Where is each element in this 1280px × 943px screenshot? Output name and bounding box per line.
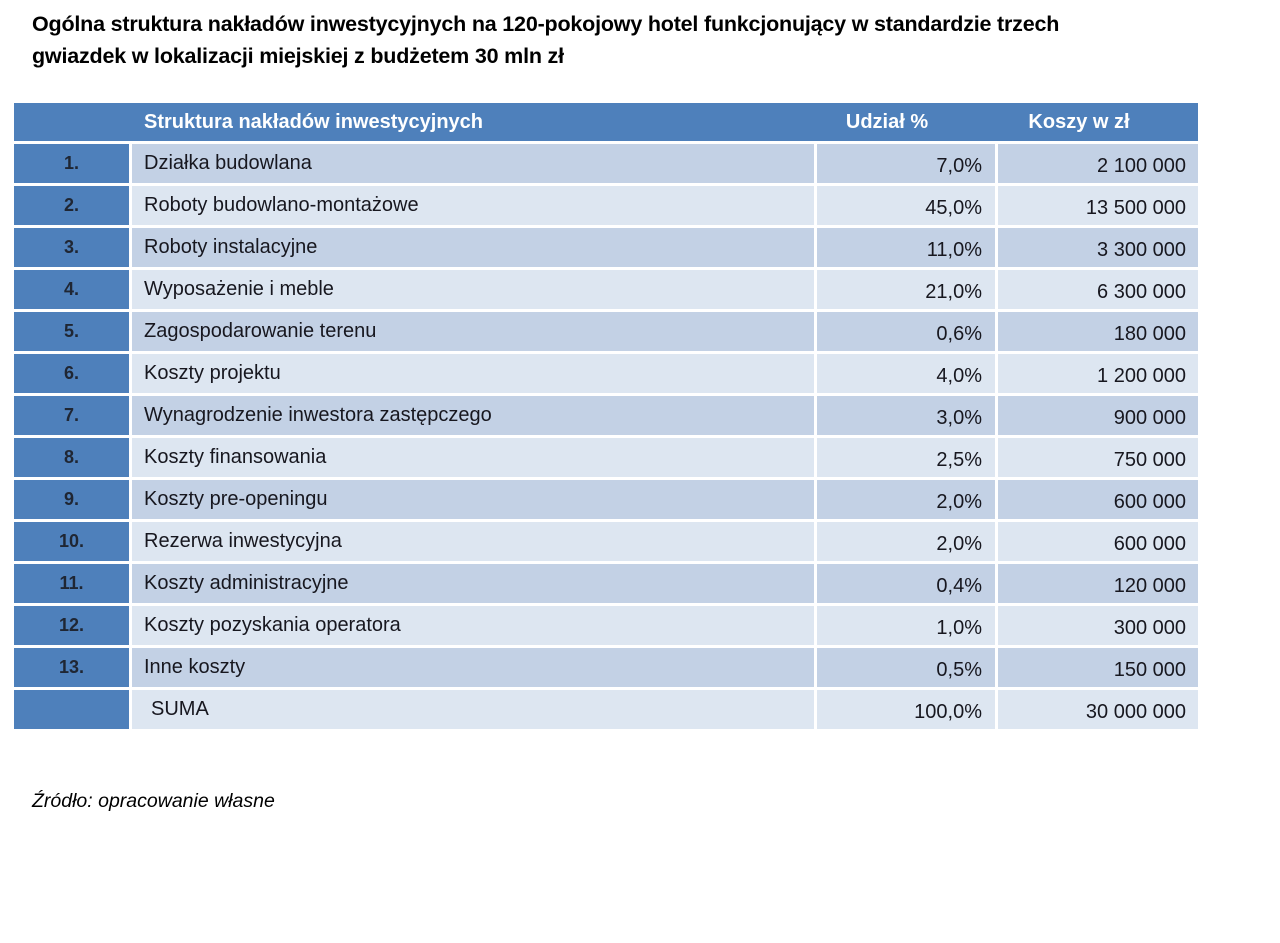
row-name: Inne koszty	[132, 648, 814, 687]
row-share: 2,0%	[817, 480, 995, 519]
row-cost: 750 000	[998, 438, 1198, 477]
total-cost: 30 000 000	[998, 690, 1198, 729]
row-cost: 300 000	[998, 606, 1198, 645]
row-number: 7.	[14, 396, 129, 435]
row-cost: 600 000	[998, 522, 1198, 561]
page-title-line-2: gwiazdek w lokalizacji miejskiej z budżetem 30 mln zł	[32, 44, 564, 68]
table-row	[14, 522, 1198, 561]
row-name: Koszty pozyskania operatora	[132, 606, 814, 645]
total-share: 100,0%	[817, 690, 995, 729]
row-share: 3,0%	[817, 396, 995, 435]
row-share: 0,4%	[817, 564, 995, 603]
table-row	[14, 228, 1198, 267]
page-title	[32, 8, 1248, 72]
table-body	[14, 144, 1198, 729]
table-row	[14, 312, 1198, 351]
row-share: 1,0%	[817, 606, 995, 645]
row-share: 2,5%	[817, 438, 995, 477]
row-cost: 120 000	[998, 564, 1198, 603]
row-name: Wyposażenie i meble	[132, 270, 814, 309]
row-share: 21,0%	[817, 270, 995, 309]
row-number: 9.	[14, 480, 129, 519]
row-share: 0,6%	[817, 312, 995, 351]
row-name: Zagospodarowanie terenu	[132, 312, 814, 351]
row-cost: 900 000	[998, 396, 1198, 435]
row-number: 13.	[14, 648, 129, 687]
row-name: Wynagrodzenie inwestora zastępczego	[132, 396, 814, 435]
row-cost: 600 000	[998, 480, 1198, 519]
row-name: Roboty budowlano-montażowe	[132, 186, 814, 225]
table-row	[14, 396, 1198, 435]
source-note: Źródło: opracowanie własne	[32, 790, 275, 812]
row-number: 6.	[14, 354, 129, 393]
row-name: Koszty administracyjne	[132, 564, 814, 603]
row-name: Koszty projektu	[132, 354, 814, 393]
table-row	[14, 480, 1198, 519]
page-title-line-1: Ogólna struktura nakładów inwestycyjnych na 120-pokojowy hotel funkcjonujący w standardzie trzech	[32, 12, 1060, 36]
row-name: Działka budowlana	[132, 144, 814, 183]
row-name: Roboty instalacyjne	[132, 228, 814, 267]
header-cell-cost: Koszy w zł	[1028, 110, 1130, 133]
table-row	[14, 564, 1198, 603]
row-number: 11.	[14, 564, 129, 603]
row-number: 5.	[14, 312, 129, 351]
row-cost: 3 300 000	[998, 228, 1198, 267]
table-row	[14, 354, 1198, 393]
row-share: 4,0%	[817, 354, 995, 393]
row-number: 2.	[14, 186, 129, 225]
table-row	[14, 270, 1198, 309]
table-row	[14, 606, 1198, 645]
header-cell-structure: Struktura nakładów inwestycyjnych	[144, 110, 483, 133]
row-cost: 180 000	[998, 312, 1198, 351]
row-share: 0,5%	[817, 648, 995, 687]
row-name: Koszty finansowania	[132, 438, 814, 477]
row-number: 12.	[14, 606, 129, 645]
row-cost: 1 200 000	[998, 354, 1198, 393]
row-cost: 150 000	[998, 648, 1198, 687]
row-cost: 13 500 000	[998, 186, 1198, 225]
row-cost: 2 100 000	[998, 144, 1198, 183]
table-row	[14, 186, 1198, 225]
row-cost: 6 300 000	[998, 270, 1198, 309]
row-number: 8.	[14, 438, 129, 477]
row-number: 10.	[14, 522, 129, 561]
row-number: 3.	[14, 228, 129, 267]
table-header-row	[14, 103, 1198, 141]
row-number: 1.	[14, 144, 129, 183]
table-row	[14, 144, 1198, 183]
row-share: 11,0%	[817, 228, 995, 267]
investment-structure-table	[14, 103, 1198, 729]
row-share: 2,0%	[817, 522, 995, 561]
row-name: Koszty pre-openingu	[132, 480, 814, 519]
row-number	[14, 690, 129, 729]
total-label: SUMA	[132, 690, 814, 729]
row-share: 7,0%	[817, 144, 995, 183]
row-share: 45,0%	[817, 186, 995, 225]
table-row-total	[14, 690, 1198, 729]
header-cell-share: Udział %	[845, 110, 929, 133]
row-name: Rezerwa inwestycyjna	[132, 522, 814, 561]
table-row	[14, 648, 1198, 687]
table-row	[14, 438, 1198, 477]
row-number: 4.	[14, 270, 129, 309]
